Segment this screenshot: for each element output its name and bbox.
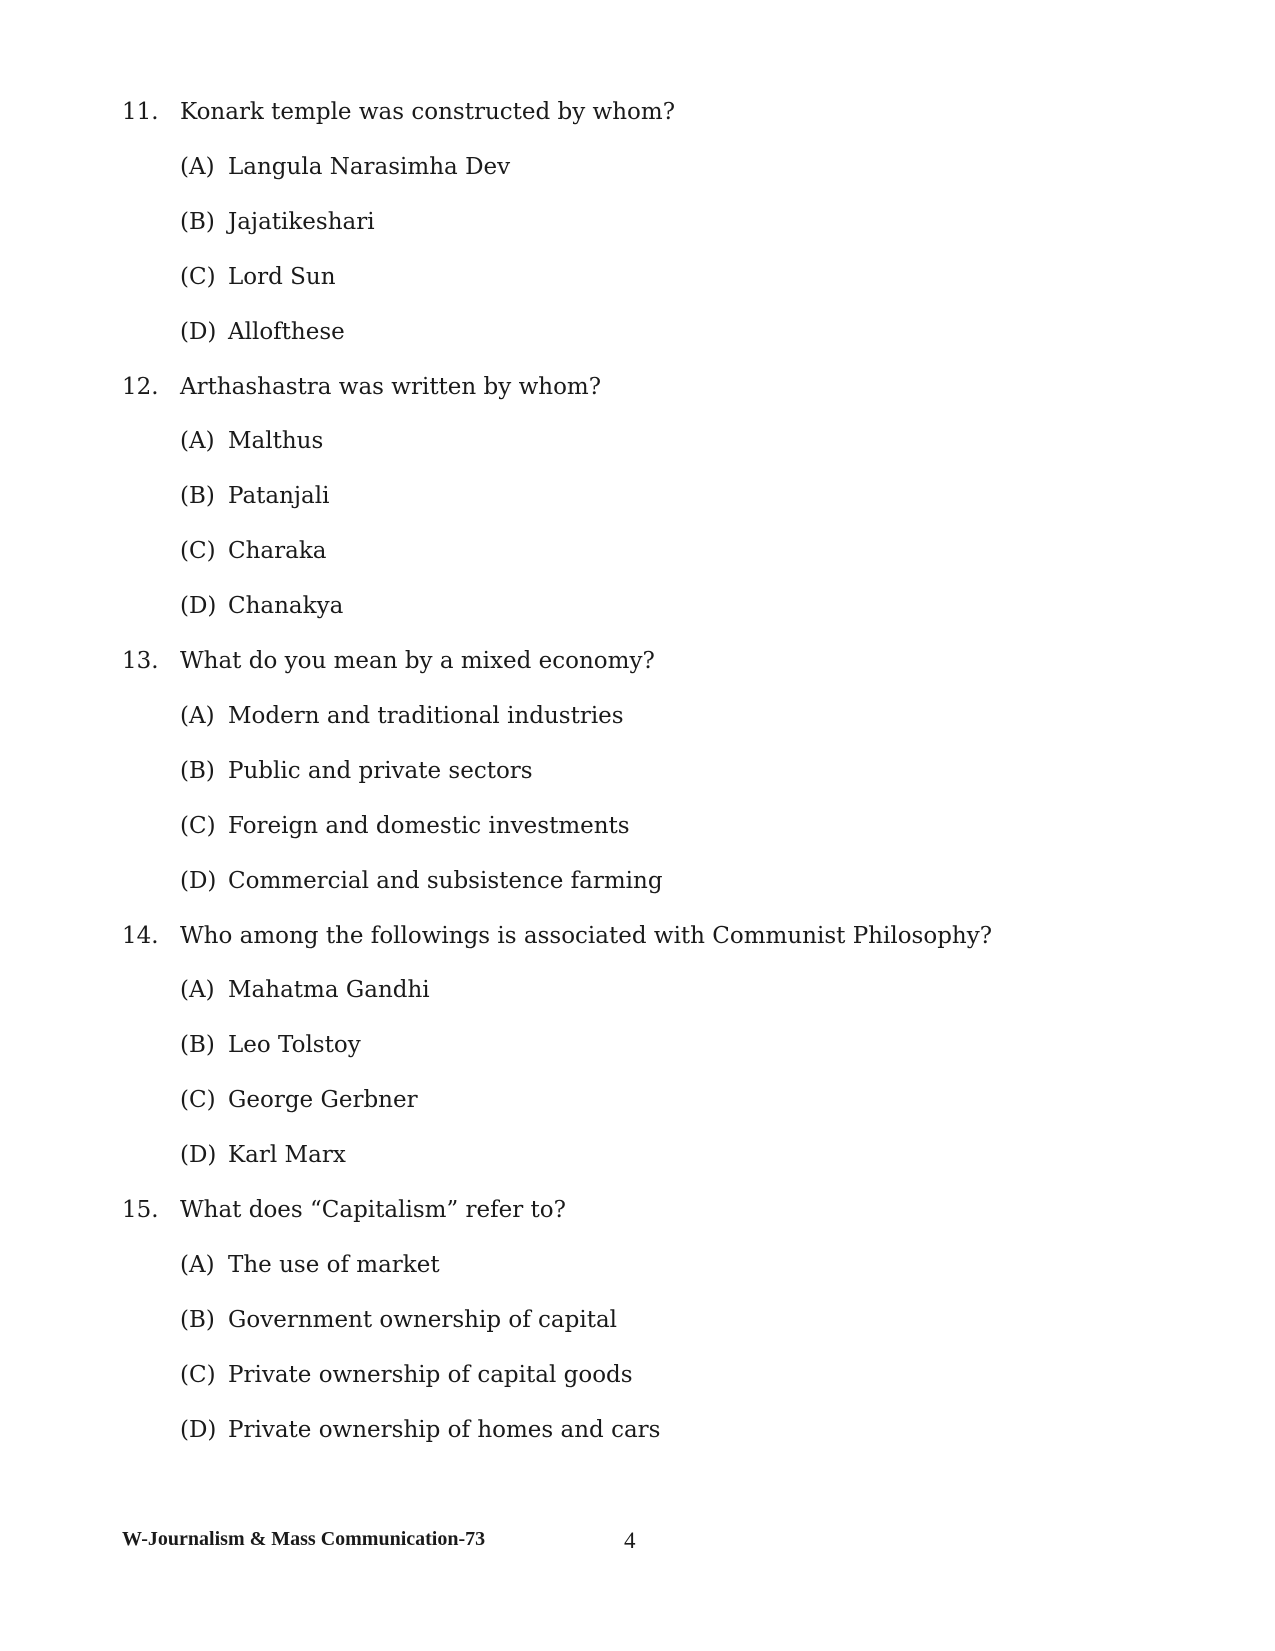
option-text: Charaka [228, 538, 327, 564]
question-text: Konark temple was constructed by whom? [180, 99, 676, 125]
question-text: What do you mean by a mixed economy? [180, 648, 655, 674]
option-text: Modern and traditional industries [228, 703, 624, 729]
question-text: What does “Capitalism” refer to? [180, 1197, 566, 1223]
question-number: 14. [122, 923, 159, 949]
option-text: Patanjali [228, 483, 330, 509]
option-text: Mahatma Gandhi [228, 977, 430, 1003]
option-text: Lord Sun [228, 264, 336, 290]
option-letter: (C) [180, 264, 216, 290]
option-letter: (C) [180, 1087, 216, 1113]
option-text: Public and private sectors [228, 758, 533, 784]
option-letter: (D) [180, 1417, 217, 1443]
question-text: Arthashastra was written by whom? [180, 374, 602, 400]
option-text: Foreign and domestic investments [228, 813, 630, 839]
option-letter: (D) [180, 593, 217, 619]
option-letter: (B) [180, 483, 215, 509]
question-number: 15. [122, 1197, 159, 1223]
option-letter: (A) [180, 977, 215, 1003]
option-letter: (C) [180, 538, 216, 564]
option-letter: (C) [180, 1362, 216, 1388]
option-text: George Gerbner [228, 1087, 418, 1113]
option-letter: (D) [180, 319, 217, 345]
option-text: Jajatikeshari [228, 209, 375, 235]
question-number: 13. [122, 648, 159, 674]
option-text: Karl Marx [228, 1142, 346, 1168]
question-text: Who among the followings is associated with Communist Philosophy? [180, 923, 993, 949]
question-number: 12. [122, 374, 159, 400]
option-text: Langula Narasimha Dev [228, 154, 511, 180]
option-text: Leo Tolstoy [228, 1032, 361, 1058]
option-letter: (A) [180, 703, 215, 729]
option-letter: (A) [180, 428, 215, 454]
option-letter: (D) [180, 868, 217, 894]
option-text: Private ownership of capital goods [228, 1362, 633, 1388]
option-text: Allofthese [228, 319, 345, 345]
page-number: 4 [624, 1528, 636, 1553]
option-text: The use of market [228, 1252, 440, 1278]
option-letter: (B) [180, 209, 215, 235]
question-number: 11. [122, 99, 159, 125]
option-letter: (A) [180, 154, 215, 180]
option-letter: (B) [180, 758, 215, 784]
option-text: Private ownership of homes and cars [228, 1417, 661, 1443]
option-letter: (B) [180, 1307, 215, 1333]
option-letter: (C) [180, 813, 216, 839]
option-text: Commercial and subsistence farming [228, 868, 663, 894]
option-text: Malthus [228, 428, 324, 454]
option-text: Chanakya [228, 593, 344, 619]
option-letter: (A) [180, 1252, 215, 1278]
footer-title: W-Journalism & Mass Communication-73 [122, 1528, 486, 1550]
option-letter: (B) [180, 1032, 215, 1058]
option-text: Government ownership of capital [228, 1307, 618, 1333]
option-letter: (D) [180, 1142, 217, 1168]
